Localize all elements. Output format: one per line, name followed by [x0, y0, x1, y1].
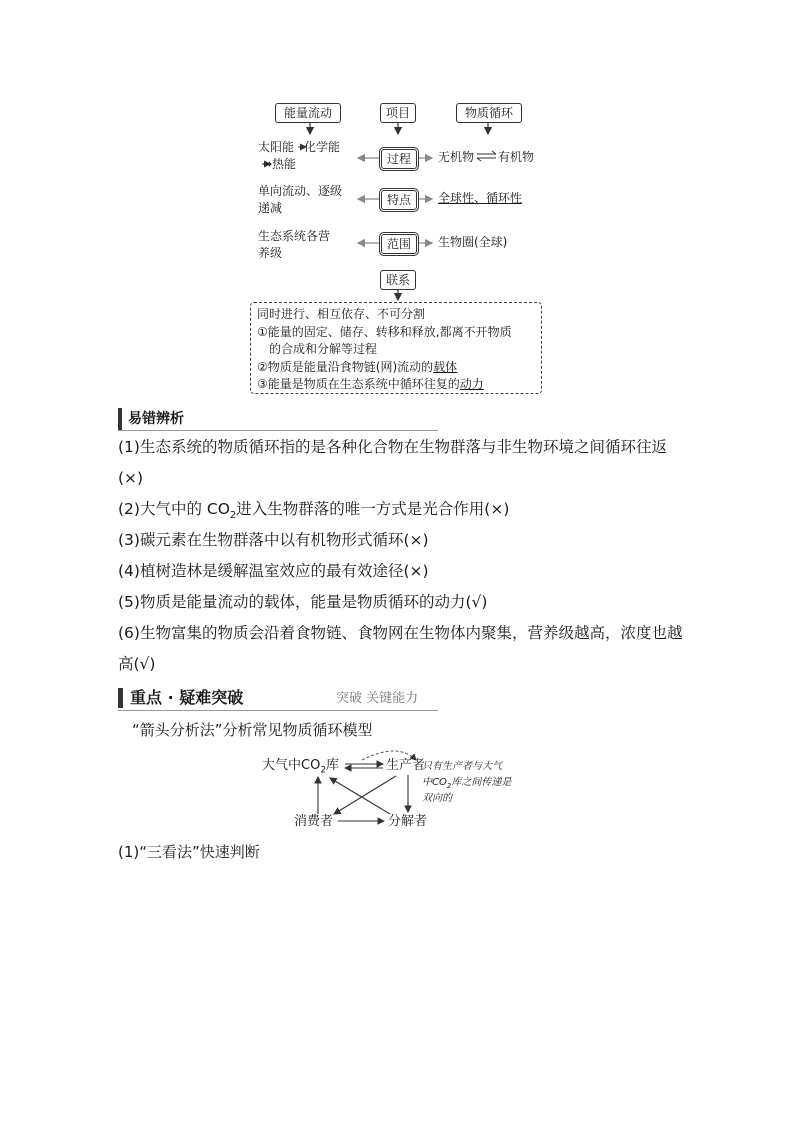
feature-energy-line1: 单向流动、逐级: [258, 184, 343, 198]
three-look-method-heading: (1)“三看法”快速判断: [118, 843, 260, 861]
error-item-5: (5)物质是能量流动的载体，能量是物质循环的动力(√): [118, 593, 488, 611]
relation-line-3: 的合成和分解等过程: [269, 342, 378, 356]
key-section-subtitle: 突破 关键能力: [336, 691, 419, 706]
key-section-intro: “箭头分析法”分析常见物质循环模型: [132, 721, 373, 739]
scope-box: 范围: [381, 234, 417, 254]
producer-node: 生产者: [386, 758, 426, 773]
decomposer-node: 分解者: [388, 814, 428, 829]
relation-line-4: ②物质是能量沿食物链(网)流动的载体: [257, 359, 458, 374]
process-energy-line2: →热能: [262, 157, 297, 171]
link-box: 联系: [380, 270, 416, 290]
error-item-1: (1)生态系统的物质循环指的是各种化合物在生物群落与非生物环境之间循环往返(×): [118, 438, 667, 487]
error-item-4: (4)植树造林是缓解温室效应的最有效途径(×): [118, 562, 429, 580]
scope-energy-line1: 生态系统各营: [258, 229, 331, 243]
item-box: 项目: [380, 103, 416, 123]
scope-energy-line2: 养级: [258, 246, 283, 260]
handwritten-note-line3: 双向的: [422, 793, 452, 804]
key-section-title: 重点 · 疑难突破: [130, 688, 244, 707]
error-item-3: (3)碳元素在生物群落中以有机物形式循环(×): [118, 531, 429, 549]
process-box: 过程: [381, 149, 417, 169]
material-cycle-box: 物质循环: [456, 103, 522, 123]
relation-line-5: ③能量是物质在生态系统中循环往复的动力: [257, 377, 484, 391]
process-energy-line1: 太阳能 化学能: [258, 140, 341, 154]
error-item-6: (6)生物富集的物质会沿着食物链、食物网在生物体内聚集，营养级越高，浓度也越高(√): [118, 624, 683, 673]
scope-material: 生物圈(全球): [438, 235, 508, 249]
consumer-node: 消费者: [294, 814, 334, 829]
handwritten-note-line1: 只有生产者与大气: [422, 761, 502, 772]
atmosphere-co2-pool: 大气中$CO_2$库: [262, 758, 340, 776]
relation-line-2: ①能量的固定、储存、转移和释放,都离不开物质: [257, 324, 512, 339]
handwritten-note-line2: 中$CO_2$库之间传递是: [422, 777, 512, 790]
feature-box: 特点: [381, 190, 417, 210]
errors-section-title: 易错辨析: [118, 408, 184, 430]
process-material: 无机物 有机物: [438, 150, 535, 164]
error-item-2: (2)大气中的 $CO_2$进入生物群落的唯一方式是光合作用(×): [118, 500, 510, 522]
energy-flow-box: 能量流动: [275, 103, 341, 123]
relation-line-1: 同时进行、相互依存、不可分割: [257, 307, 426, 321]
feature-energy-line2: 递减: [258, 201, 283, 215]
feature-material: 全球性、循环性: [438, 191, 523, 205]
